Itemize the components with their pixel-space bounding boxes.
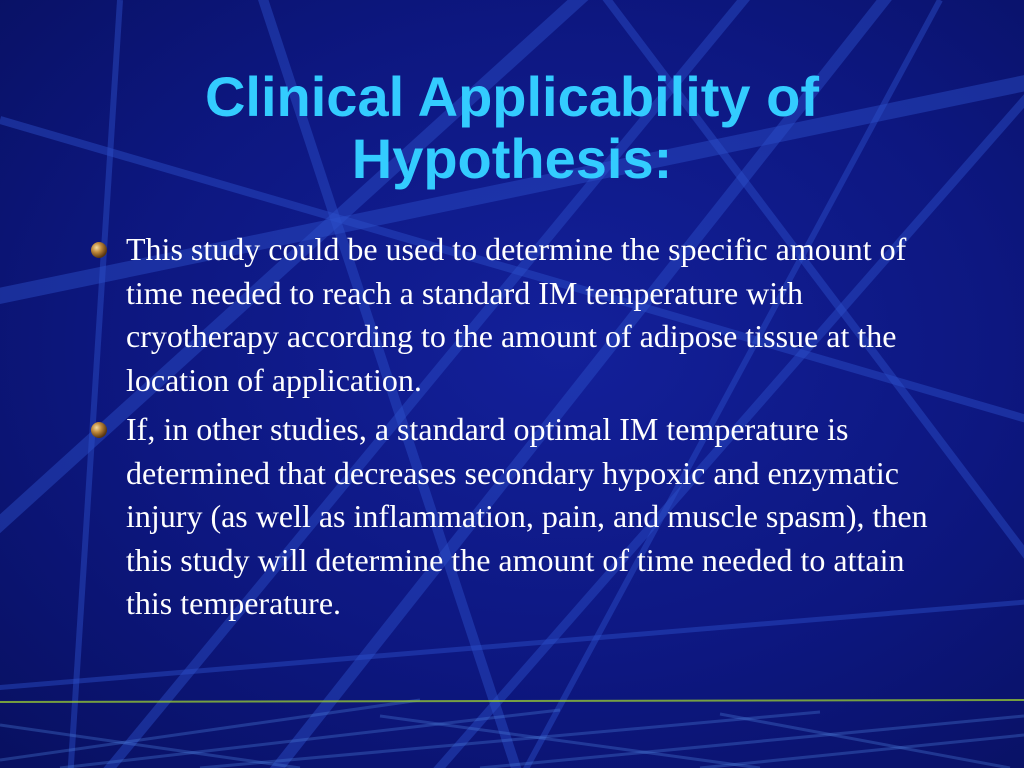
bronze-sphere-icon — [90, 421, 108, 439]
title-line-2: Hypothesis: — [351, 127, 673, 190]
bullet-text-2: If, in other studies, a standard optimal IM temperature is determined that decreases secondary hypoxic and enzymatic injury (as well as inflammation, pain, and muscle spasm), then this study will determine the amount of time needed to attain this temperature. — [126, 411, 928, 621]
bullet-list — [88, 228, 948, 632]
bullet-item-1 — [88, 228, 948, 402]
slide-title — [80, 66, 944, 190]
bronze-sphere-icon — [90, 241, 108, 259]
bullet-text-1: This study could be used to determine the specific amount of time needed to reach a standard IM temperature with cryotherapy according to the amount of adipose tissue at the location of application. — [126, 231, 907, 398]
title-line-1: Clinical Applicability of — [204, 65, 819, 128]
bullet-item-2 — [88, 408, 948, 626]
